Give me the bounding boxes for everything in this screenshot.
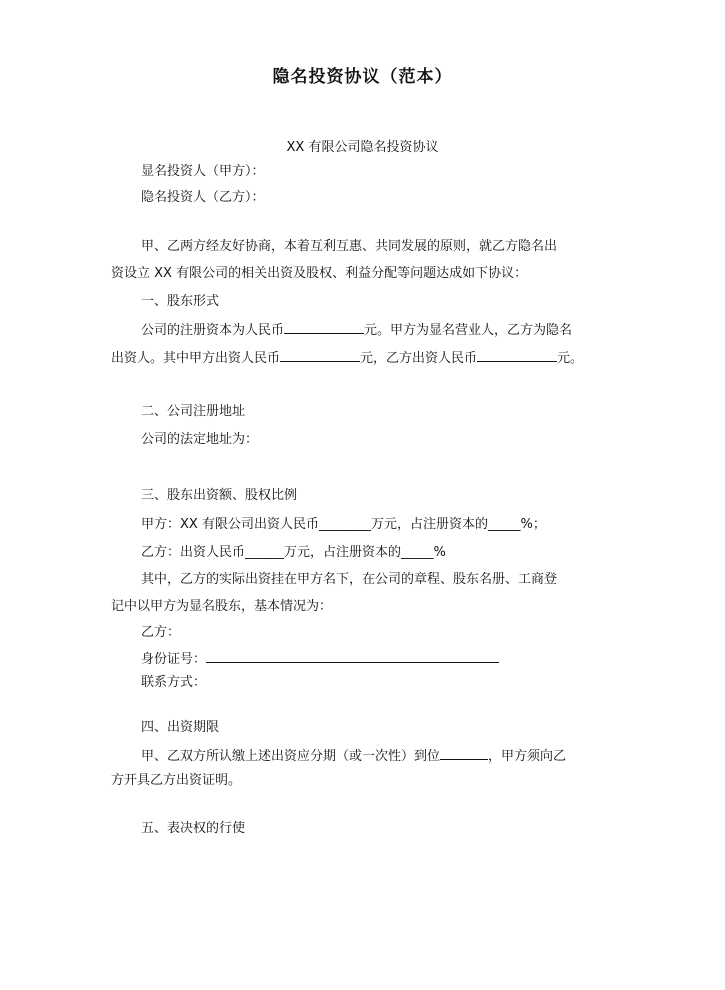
section-3-heading: 三、股东出资额、股权比例 — [141, 488, 298, 503]
s4-text-installment: 甲、乙双方所认缴上述出资应分期（或一次性）到位 — [141, 749, 441, 764]
document-title: 隐名投资协议（范本） — [272, 67, 453, 87]
section-4-paragraph-line-1 — [141, 746, 566, 766]
section-3-yi-line: 乙方： — [141, 625, 181, 640]
s3-party-a-text: 甲方：XX 有限公司出资人民币 — [141, 517, 319, 532]
blank-party-b-contribution — [477, 348, 557, 362]
s3-party-b-percent-sign: % — [433, 545, 446, 560]
s4-text-certificate: ，甲方须向乙 — [488, 749, 567, 764]
s3-party-a-amount-blank: ________ — [318, 517, 371, 532]
section-3-paragraph-line-2: 记中以甲方为显名股东，基本情况为： — [111, 599, 333, 614]
s3-party-b-text: 乙方：出资人民币 — [141, 545, 246, 560]
section-4-paragraph-line-2: 方开具乙方出资证明。 — [111, 773, 242, 788]
section-2-heading: 二、公司注册地址 — [141, 404, 246, 419]
section-2-address-line: 公司的法定地址为： — [141, 432, 259, 447]
preamble-line-2: 资设立 XX 有限公司的相关出资及股权、利益分配等问题达成如下协议： — [111, 266, 528, 281]
section-5-heading: 五、表决权的行使 — [141, 821, 246, 836]
s3-party-b-percent-blank: _____ — [401, 545, 434, 560]
section-3-party-a-line — [141, 516, 546, 534]
s3-party-b-amount-blank: ______ — [245, 545, 285, 560]
party-a-line: 显名投资人（甲方）： — [141, 164, 265, 179]
blank-party-a-contribution — [280, 348, 360, 362]
blank-registered-capital — [284, 320, 364, 334]
s1-text-yuan: 元。 — [557, 351, 584, 366]
agreement-subtitle: XX 有限公司隐名投资协议 — [286, 140, 439, 155]
section-1-paragraph-line-2 — [111, 348, 583, 368]
s3-id-label: 身份证号： — [141, 652, 207, 667]
s1-text-nominal-party: 元。甲方为显名营业人，乙方为隐名 — [364, 323, 573, 338]
section-3-party-b-line — [141, 544, 446, 562]
section-1-paragraph-line-1 — [141, 320, 572, 340]
blank-deadline — [440, 746, 488, 760]
s3-party-a-share-text: 万元，占注册资本的 — [370, 517, 488, 532]
section-3-paragraph-line-1: 其中，乙方的实际出资挂在甲方名下，在公司的章程、股东名册、工商登 — [141, 572, 558, 587]
s1-text-party-b-contribution: 元，乙方出资人民币 — [360, 351, 478, 366]
section-4-heading: 四、出资期限 — [141, 720, 220, 735]
s1-text-registered-capital: 公司的注册资本为人民币 — [141, 323, 285, 338]
s3-party-a-percent-sign: %； — [520, 517, 546, 532]
preamble-line-1: 甲、乙两方经友好协商，本着互利互惠、共同发展的原则，就乙方隐名出 — [141, 239, 558, 254]
s3-party-b-share-text: 万元，占注册资本的 — [284, 545, 402, 560]
section-3-contact-line: 联系方式： — [141, 675, 207, 690]
section-3-id-line — [141, 649, 499, 669]
blank-id-number — [206, 649, 499, 663]
s3-party-a-percent-blank: _____ — [487, 517, 521, 532]
party-b-line: 隐名投资人（乙方）： — [141, 190, 265, 205]
section-1-heading: 一、股东形式 — [141, 294, 220, 309]
s1-text-party-a-contribution: 出资人。其中甲方出资人民币 — [111, 351, 281, 366]
